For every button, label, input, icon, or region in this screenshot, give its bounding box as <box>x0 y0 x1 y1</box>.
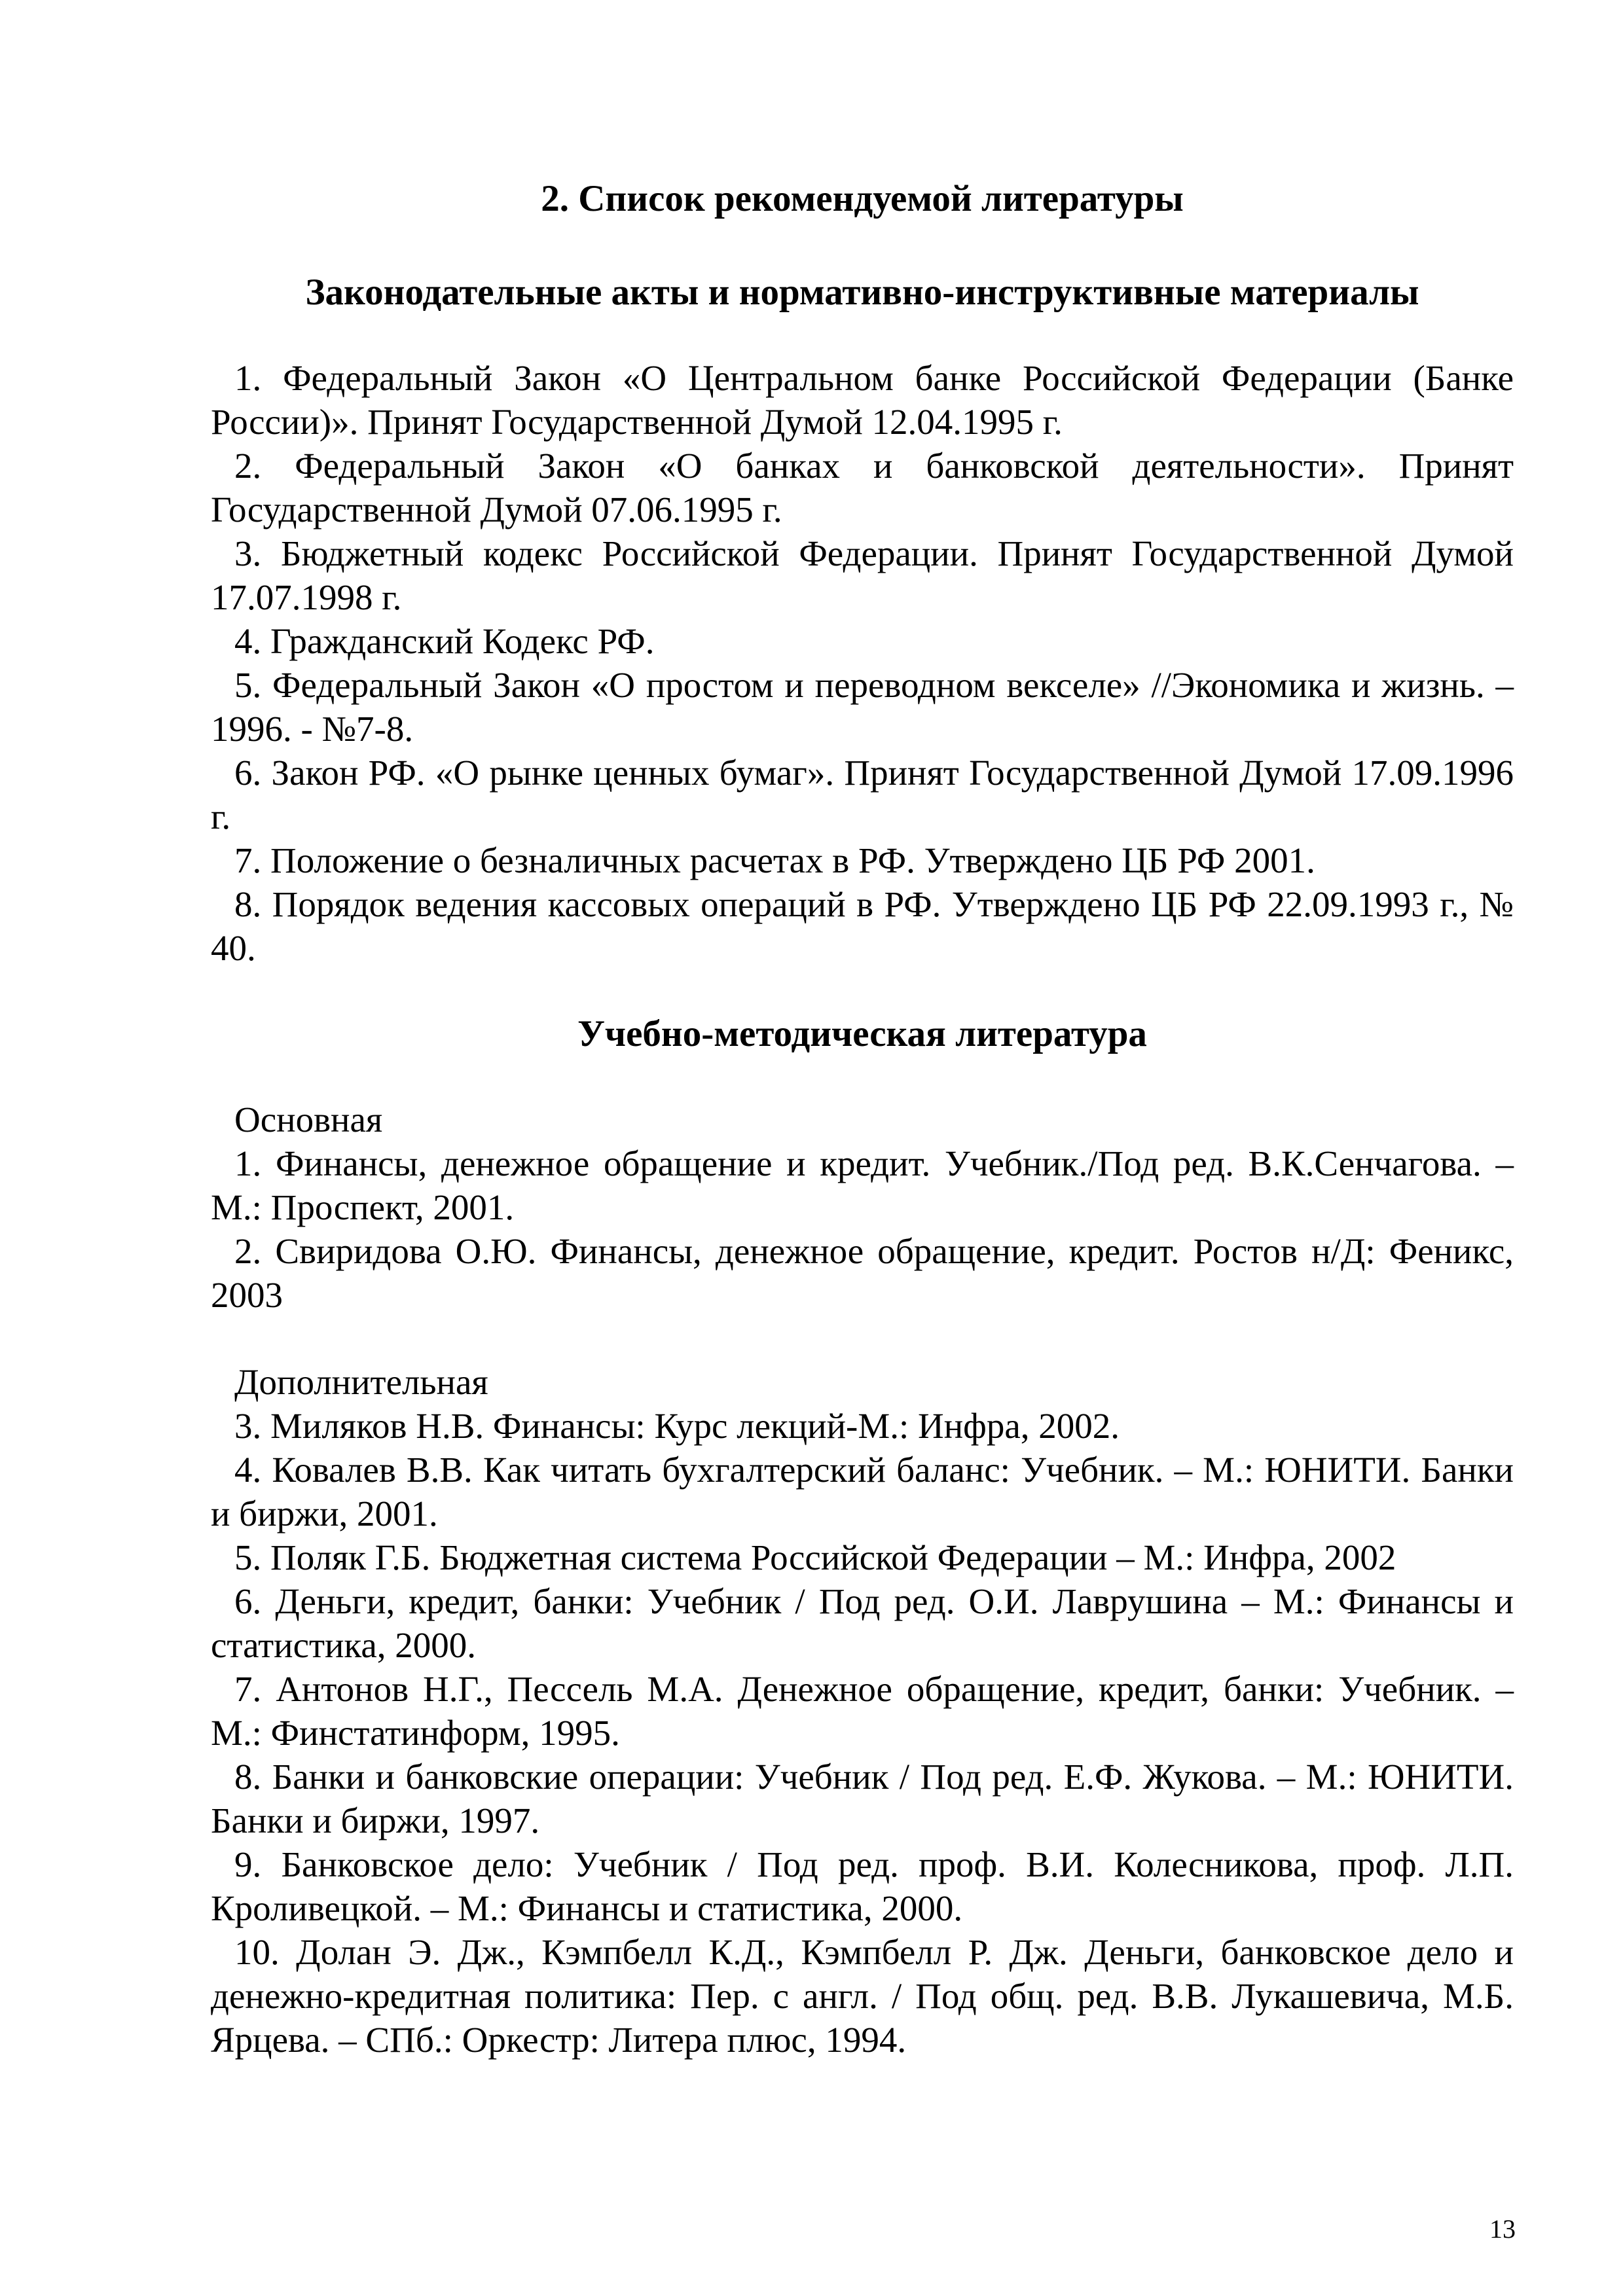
list-item: 1. Федеральный Закон «О Центральном банке Российской Федерации (Банке России)». Принят Государственной Думой 12.04.1995 г. <box>211 358 1514 442</box>
subheading-basic: Основная <box>234 1100 383 1139</box>
basic-literature-list <box>211 1141 1514 1317</box>
list-item: 4. Гражданский Кодекс РФ. <box>234 621 655 661</box>
list-item: 5. Федеральный Закон «О простом и переводном векселе» //Экономика и жизнь. – 1996. - №7-8. <box>211 665 1514 749</box>
list-item: 5. Поляк Г.Б. Бюджетная система Российской Федерации – М.: Инфра, 2002 <box>234 1537 1396 1577</box>
additional-literature-list <box>211 1404 1514 2062</box>
page-title: 2. Список рекомендуемой литературы <box>541 178 1184 219</box>
list-item: 2. Федеральный Закон «О банках и банковской деятельности». Принят Государственной Думой 07.06.1995 г. <box>211 446 1514 529</box>
list-item: 7. Антонов Н.Г., Пессель М.А. Денежное обращение, кредит, банки: Учебник. – М.: Финстатинформ, 1995. <box>211 1669 1514 1753</box>
list-item: 4. Ковалев В.В. Как читать бухгалтерский баланс: Учебник. – М.: ЮНИТИ. Банки и биржи, 2001. <box>211 1450 1514 1534</box>
list-item: 7. Положение о безналичных расчетах в РФ. Утверждено ЦБ РФ 2001. <box>234 840 1315 880</box>
list-item: 1. Финансы, денежное обращение и кредит. Учебник./Под ред. В.К.Сенчагова. –М.: Проспект, 2001. <box>211 1143 1514 1227</box>
page-content <box>211 177 1514 2062</box>
list-item: 3. Миляков Н.В. Финансы: Курс лекций-М.: Инфра, 2002. <box>234 1406 1120 1446</box>
list-item: 3. Бюджетный кодекс Российской Федерации. Принят Государственной Думой 17.07.1998 г. <box>211 533 1514 617</box>
section-heading-legislation: Законодательные акты и нормативно-инструктивные материалы <box>305 272 1419 313</box>
list-item: 2. Свиридова О.Ю. Финансы, денежное обращение, кредит. Ростов н/Д: Феникс, 2003 <box>211 1231 1514 1315</box>
list-item: 8. Порядок ведения кассовых операций в РФ. Утверждено ЦБ РФ 22.09.1993 г., № 40. <box>211 884 1514 968</box>
list-item: 9. Банковское дело: Учебник / Под ред. проф. В.И. Колесникова, проф. Л.П. Кроливецкой. – М.: Финансы и статистика, 2000. <box>211 1844 1514 1928</box>
list-item: 6. Закон РФ. «О рынке ценных бумаг». Принят Государственной Думой 17.09.1996 г. <box>211 753 1514 836</box>
list-item: 6. Деньги, кредит, банки: Учебник / Под ред. О.И. Лаврушина – М.: Финансы и статистика, 2000. <box>211 1581 1514 1665</box>
page-number: 13 <box>1489 2214 1516 2244</box>
section-heading-textbooks: Учебно-методическая литература <box>577 1013 1147 1054</box>
subheading-additional: Дополнительная <box>234 1362 488 1402</box>
list-item: 10. Долан Э. Дж., Кэмпбелл К.Д., Кэмпбелл Р. Дж. Деньги, банковское дело и денежно-кредитная политика: Пер. с англ. / Под общ. ред. В.В. Лукашевича, М.Б. Ярцева. – СПб.: Оркестр: Литера плюс, 1994. <box>211 1932 1514 2060</box>
legislation-list <box>211 356 1514 970</box>
list-item: 8. Банки и банковские операции: Учебник / Под ред. Е.Ф. Жукова. – М.: ЮНИТИ. Банки и биржи, 1997. <box>211 1757 1514 1840</box>
